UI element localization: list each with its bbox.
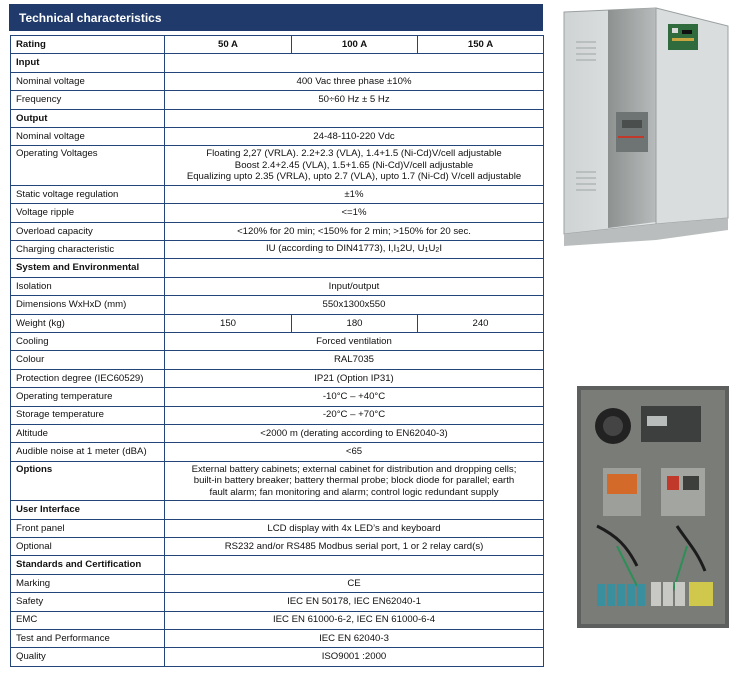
row-value: <120% for 20 min; <150% for 2 min; >150% for 20 sec. — [165, 222, 544, 240]
table-row — [11, 369, 544, 387]
table-row — [11, 519, 544, 537]
charging-text: I — [439, 242, 442, 254]
table-row — [11, 537, 544, 555]
table-row — [11, 277, 544, 295]
table-row — [11, 332, 544, 350]
charging-sub: 2 — [435, 246, 440, 254]
rating-header: Rating — [11, 36, 165, 54]
row-label: Nominal voltage — [11, 127, 165, 145]
row-value: 24-48-110-220 Vdc — [165, 127, 544, 145]
row-label: Operating Voltages — [11, 146, 165, 186]
row-label: Audible noise at 1 meter (dBA) — [11, 443, 165, 461]
row-value: <65 — [165, 443, 544, 461]
row-label: Static voltage regulation — [11, 185, 165, 203]
table-row — [11, 241, 544, 259]
row-value: -10°C – +40°C — [165, 388, 544, 406]
table-row — [11, 204, 544, 222]
rating-col-50: 50 A — [165, 36, 292, 54]
section-title — [9, 4, 543, 31]
value-line: External battery cabinets; external cabinet for distribution and dropping cells; — [191, 463, 517, 475]
table-row — [11, 424, 544, 442]
row-label: Optional — [11, 537, 165, 555]
row-label: Isolation — [11, 277, 165, 295]
row-value: LCD display with 4x LED’s and keyboard — [165, 519, 544, 537]
table-header-row — [11, 36, 544, 54]
row-value: IEC EN 50178, IEC EN62040-1 — [165, 593, 544, 611]
row-value: ISO9001 :2000 — [165, 648, 544, 666]
table-row — [11, 648, 544, 666]
section-label: System and Environmental — [11, 259, 165, 277]
charging-text: U, U — [405, 242, 425, 254]
table-row — [11, 314, 544, 332]
value-line: Boost 2.4+2.45 (VLA), 1.5+1.65 (Ni-Cd)V/cell adjustable — [234, 159, 474, 171]
rating-col-100: 100 A — [292, 36, 418, 54]
row-value: IEC EN 61000-6-2, IEC EN 61000-6-4 — [165, 611, 544, 629]
table-row — [11, 222, 544, 240]
row-value: 550x1300x550 — [165, 296, 544, 314]
row-value: IEC EN 62040-3 — [165, 629, 544, 647]
row-label: Dimensions WxHxD (mm) — [11, 296, 165, 314]
interior-photo — [577, 386, 729, 628]
row-value: Forced ventilation — [165, 332, 544, 350]
row-label: Voltage ripple — [11, 204, 165, 222]
section-title-text: Technical characteristics — [19, 10, 162, 25]
section-label: Options — [11, 461, 165, 501]
charging-sub: 1 — [424, 246, 429, 254]
row-label: Altitude — [11, 424, 165, 442]
rating-col-150: 150 A — [418, 36, 544, 54]
table-row — [11, 127, 544, 145]
table-row — [11, 611, 544, 629]
row-label: Overload capacity — [11, 222, 165, 240]
row-label: Weight (kg) — [11, 314, 165, 332]
table-row — [11, 388, 544, 406]
row-value: <=1% — [165, 204, 544, 222]
row-value: -20°C – +70°C — [165, 406, 544, 424]
row-label: Frequency — [11, 91, 165, 109]
section-row-input — [11, 54, 544, 72]
row-label: Protection degree (IEC60529) — [11, 369, 165, 387]
row-label: Front panel — [11, 519, 165, 537]
row-value: ±1% — [165, 185, 544, 203]
value-line: Floating 2,27 (VRLA). 2.2+2.3 (VLA), 1.4+1.5 (Ni-Cd)V/cell adjustable — [206, 148, 502, 160]
table-row — [11, 296, 544, 314]
row-value-multiline — [165, 146, 544, 186]
section-row-output — [11, 109, 544, 127]
row-label: Safety — [11, 593, 165, 611]
section-row-ui — [11, 501, 544, 519]
weight-100: 180 — [292, 314, 418, 332]
table-row — [11, 91, 544, 109]
table-row — [11, 574, 544, 592]
row-label: Charging characteristic — [11, 241, 165, 259]
section-label: Input — [11, 54, 165, 72]
weight-50: 150 — [165, 314, 292, 332]
row-value: RAL7035 — [165, 351, 544, 369]
row-value: 400 Vac three phase ±10% — [165, 72, 544, 90]
charging-text: U — [428, 242, 436, 254]
row-label: Colour — [11, 351, 165, 369]
row-value: 50÷60 Hz ± 5 Hz — [165, 91, 544, 109]
row-value — [165, 241, 544, 259]
value-line: built-in battery breaker; battery thermal probe; block diode for parallel; earth — [193, 475, 515, 487]
cabinet-photo — [556, 2, 744, 248]
charging-text: 2 — [400, 242, 406, 254]
row-label: Cooling — [11, 332, 165, 350]
row-value: IP21 (Option IP31) — [165, 369, 544, 387]
table-row — [11, 443, 544, 461]
row-value: RS232 and/or RS485 Modbus serial port, 1 or 2 relay card(s) — [165, 537, 544, 555]
section-label: User Interface — [11, 501, 165, 519]
value-line: Equalizing upto 2.35 (VRLA), upto 2.7 (VLA), upto 1.7 (Ni-Cd) V/cell adjustable — [186, 171, 522, 183]
table-row — [11, 593, 544, 611]
spec-table — [10, 35, 544, 667]
row-label: EMC — [11, 611, 165, 629]
section-label: Output — [11, 109, 165, 127]
row-label: Marking — [11, 574, 165, 592]
charging-text: IU (according to DIN41773), I,I — [266, 242, 397, 254]
value-line: fault alarm; fan monitoring and alarm; control logic redundant supply — [209, 486, 499, 498]
table-row — [11, 72, 544, 90]
section-label: Standards and Certification — [11, 556, 165, 574]
row-value: Input/output — [165, 277, 544, 295]
row-label: Quality — [11, 648, 165, 666]
table-row — [11, 351, 544, 369]
weight-150: 240 — [418, 314, 544, 332]
row-label: Test and Performance — [11, 629, 165, 647]
section-row-options — [11, 461, 544, 501]
section-row-system — [11, 259, 544, 277]
table-row — [11, 629, 544, 647]
table-row — [11, 185, 544, 203]
table-row — [11, 146, 544, 186]
row-label: Storage temperature — [11, 406, 165, 424]
row-label: Nominal voltage — [11, 72, 165, 90]
row-value: CE — [165, 574, 544, 592]
row-value: <2000 m (derating according to EN62040-3) — [165, 424, 544, 442]
row-label: Operating temperature — [11, 388, 165, 406]
charging-sub: 1 — [396, 246, 401, 254]
section-row-standards — [11, 556, 544, 574]
row-value-multiline — [165, 461, 544, 501]
table-row — [11, 406, 544, 424]
